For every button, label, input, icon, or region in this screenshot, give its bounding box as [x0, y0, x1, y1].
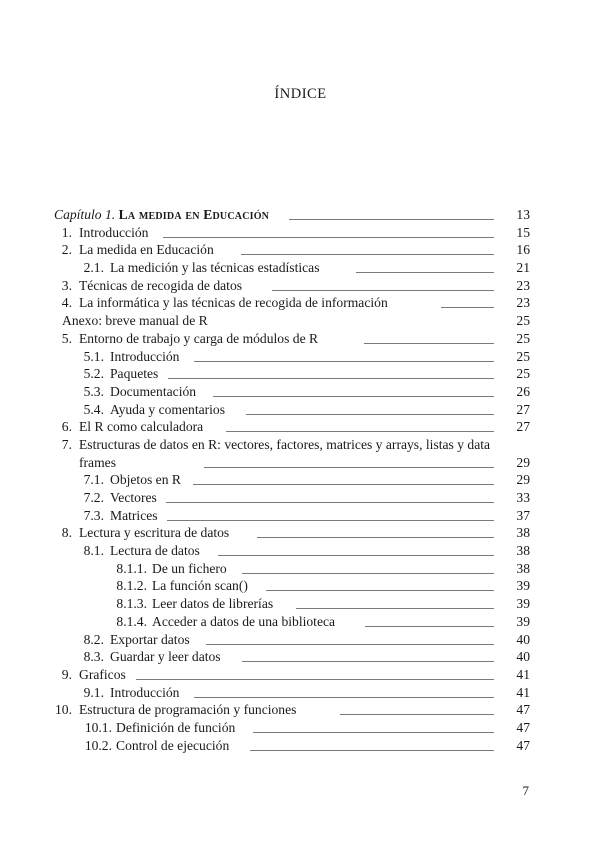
toc-row[interactable] [0, 241, 601, 259]
entry-number: 6. [61, 419, 72, 435]
page-number: 37 [516, 507, 530, 523]
entry-number: 7. [61, 436, 72, 452]
entry-number: 7.2. [83, 490, 104, 506]
entry-number: 7.3. [83, 507, 104, 523]
dot-leader [226, 431, 494, 432]
dot-leader [340, 714, 494, 715]
entry-number: 5.1. [83, 348, 104, 364]
entry-label: Graficos [79, 666, 126, 682]
chapter-name: La medida en Educación [118, 207, 270, 222]
dot-leader [193, 484, 494, 485]
dot-leader [241, 254, 494, 255]
toc-row[interactable] [0, 560, 601, 578]
entry-number: 2.1. [83, 260, 104, 276]
entry-number: 2. [61, 242, 72, 258]
toc-row[interactable] [0, 631, 601, 649]
entry-label: Estructura de programación y funciones [79, 702, 297, 718]
page-number: 41 [516, 684, 530, 700]
entry-label: Acceder a datos de una biblioteca [152, 613, 336, 629]
entry-number: 10.2. [84, 737, 112, 753]
entry-label: De un fichero [152, 560, 227, 576]
entry-number: 10. [55, 702, 72, 718]
dot-leader [167, 520, 494, 521]
page-number: 29 [516, 454, 530, 470]
page-folio: 7 [522, 783, 529, 798]
entry-label: Documentación [110, 383, 197, 399]
page-number: 27 [516, 401, 530, 417]
toc-row[interactable] [0, 365, 601, 383]
page-number: 40 [516, 649, 530, 665]
page-number: 21 [516, 260, 530, 276]
entry-number: 1. [61, 224, 72, 240]
entry-number: 5.3. [83, 383, 104, 399]
page-number: 40 [516, 631, 530, 647]
dot-leader [364, 343, 494, 344]
dot-leader [250, 750, 494, 751]
page-number: 39 [516, 596, 530, 612]
toc-row[interactable] [0, 507, 601, 525]
entry-label: La medida en Educación [79, 242, 214, 258]
entry-number: 10.1. [84, 719, 112, 735]
entry-number: 3. [61, 277, 72, 293]
entry-label: Anexo: breve manual de R [62, 313, 208, 329]
page-number: 29 [516, 472, 530, 488]
toc-row[interactable] [0, 401, 601, 419]
toc-chapter-row[interactable] [0, 206, 601, 224]
entry-label: Ayuda y comentarios [110, 401, 226, 417]
toc-row[interactable] [0, 701, 601, 719]
toc-row[interactable] [0, 737, 601, 755]
dot-leader [194, 697, 494, 698]
toc-row[interactable] [0, 684, 601, 702]
entry-number: 8.1.4. [116, 613, 147, 629]
toc-row[interactable] [0, 418, 601, 436]
toc-row[interactable] [0, 312, 601, 330]
chapter-label [54, 206, 269, 224]
entry-number: 8.2. [83, 631, 104, 647]
entry-number: 9. [61, 666, 72, 682]
page-number: 33 [516, 490, 530, 506]
toc-row[interactable] [0, 595, 601, 613]
toc-row[interactable] [0, 489, 601, 507]
dot-leader [194, 361, 494, 362]
toc-row[interactable] [0, 542, 601, 560]
entry-label: Técnicas de recogida de datos [79, 277, 243, 293]
entry-number: 5. [61, 330, 72, 346]
dot-leader [266, 590, 494, 591]
toc-row[interactable] [0, 348, 601, 366]
entry-number: 8.1.2. [116, 578, 147, 594]
page-number: 26 [516, 383, 530, 399]
entry-label: Entorno de trabajo y carga de módulos de R [79, 330, 319, 346]
page-number: 23 [516, 277, 530, 293]
dot-leader [441, 307, 494, 308]
entry-number: 5.4. [83, 401, 104, 417]
entry-number: 8.3. [83, 649, 104, 665]
entry-label: Lectura de datos [110, 543, 200, 559]
dot-leader [204, 467, 494, 468]
page-number: 13 [516, 207, 530, 222]
dot-leader [206, 644, 494, 645]
dot-leader [272, 290, 494, 291]
entry-number: 8.1. [83, 543, 104, 559]
toc-row[interactable] [0, 613, 601, 631]
dot-leader [213, 396, 494, 397]
toc-row[interactable] [0, 524, 601, 542]
dot-leader [166, 502, 494, 503]
entry-label: Introducción [79, 224, 149, 240]
dot-leader [242, 573, 494, 574]
entry-label: El R como calculadora [79, 419, 204, 435]
entry-label: Matrices [110, 507, 158, 523]
page-number: 38 [516, 560, 530, 576]
entry-label: La medición y las técnicas estadísticas [110, 260, 320, 276]
toc-row[interactable] [0, 259, 601, 277]
dot-leader [365, 626, 494, 627]
page-number: 39 [516, 613, 530, 629]
toc-row[interactable] [0, 666, 601, 684]
page-number: 25 [516, 348, 530, 364]
toc-row[interactable] [0, 719, 601, 737]
page-number: 23 [516, 295, 530, 311]
entry-number: 8.1.1. [116, 560, 147, 576]
toc-row[interactable] [0, 294, 601, 312]
entry-label: La informática y las técnicas de recogida de información [79, 295, 388, 311]
page-number: 39 [516, 578, 530, 594]
entry-label: Introducción [110, 348, 180, 364]
entry-label: Objetos en R [110, 472, 181, 488]
page-title: ÍNDICE [274, 86, 327, 102]
dot-leader [246, 414, 494, 415]
entry-number: 9.1. [83, 684, 104, 700]
entry-number: 8. [61, 525, 72, 541]
entry-label: La función scan() [152, 578, 248, 594]
page-number: 47 [516, 737, 530, 753]
entry-label: Vectores [110, 490, 157, 506]
toc-row[interactable] [0, 383, 601, 401]
page-number: 47 [516, 719, 530, 735]
page-number: 15 [516, 224, 530, 240]
toc-row[interactable] [0, 330, 601, 348]
entry-label: Estructuras de datos en R: vectores, factores, matrices y arrays, listas y data frames [79, 436, 491, 470]
dot-leader [242, 661, 494, 662]
toc-row[interactable] [0, 277, 601, 295]
dot-leader [253, 732, 494, 733]
dot-leader [218, 555, 494, 556]
entry-label: Paquetes [110, 366, 159, 382]
entry-label: Exportar datos [110, 631, 190, 647]
page-number: 25 [516, 330, 530, 346]
toc-row[interactable] [0, 648, 601, 666]
entry-number: 5.2. [83, 366, 104, 382]
dot-leader [296, 608, 494, 609]
toc-row[interactable] [0, 436, 601, 471]
toc-row[interactable] [0, 471, 601, 489]
entry-number: 4. [61, 295, 72, 311]
page-number: 27 [516, 419, 530, 435]
dot-leader [136, 679, 494, 680]
page-number: 47 [516, 702, 530, 718]
entry-number: 7.1. [83, 472, 104, 488]
entry-number: 8.1.3. [116, 596, 147, 612]
entry-label: Definición de función [116, 719, 236, 735]
dot-leader [289, 219, 494, 220]
page-number: 38 [516, 543, 530, 559]
table-of-contents [0, 206, 601, 754]
page-number: 41 [516, 666, 530, 682]
entry-label: Introducción [110, 684, 180, 700]
entry-label: Control de ejecución [116, 737, 230, 753]
dot-leader [163, 237, 494, 238]
entry-label: Leer datos de librerías [152, 596, 274, 612]
toc-row[interactable] [0, 224, 601, 242]
page-number: 25 [516, 313, 530, 329]
entry-label: Lectura y escritura de datos [79, 525, 230, 541]
entry-label: Guardar y leer datos [110, 649, 221, 665]
page-number: 25 [516, 366, 530, 382]
dot-leader [257, 537, 494, 538]
dot-leader [168, 378, 494, 379]
page-number: 16 [516, 242, 530, 258]
chapter-prefix: Capítulo 1. [54, 207, 116, 222]
toc-row[interactable] [0, 577, 601, 595]
page-number: 38 [516, 525, 530, 541]
dot-leader [356, 272, 494, 273]
